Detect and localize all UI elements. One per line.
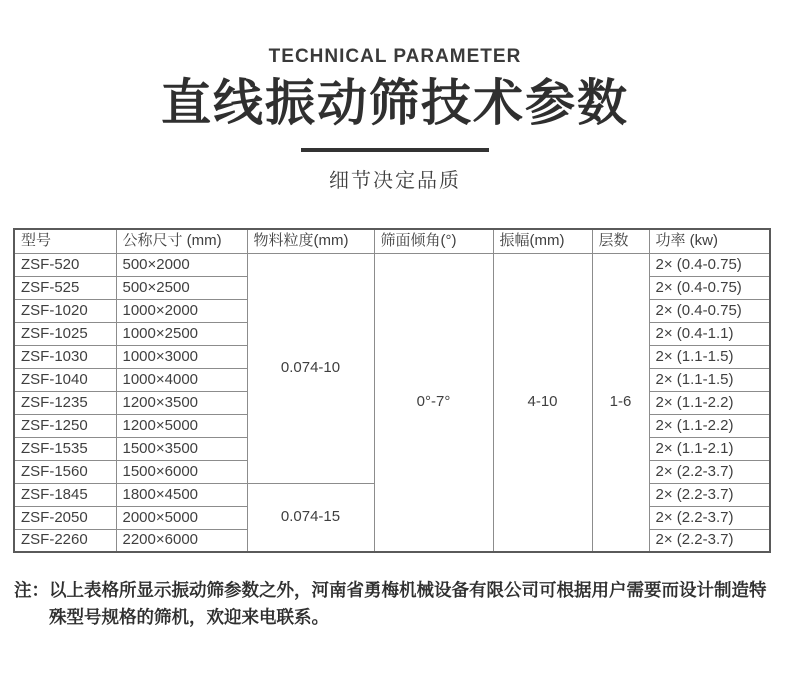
cell-layers-merged: 1-6 <box>592 253 649 552</box>
cell-power: 2× (2.2-3.7) <box>649 529 770 552</box>
cell-size: 1200×3500 <box>116 391 247 414</box>
cell-incline-merged: 0°-7° <box>374 253 493 552</box>
table-header-row <box>14 229 770 253</box>
cell-model: ZSF-1235 <box>14 391 116 414</box>
cell-model: ZSF-520 <box>14 253 116 276</box>
table-row <box>14 253 770 276</box>
col-header-model: 型号 <box>14 229 116 253</box>
cell-model: ZSF-1020 <box>14 299 116 322</box>
cell-size: 1000×3000 <box>116 345 247 368</box>
cell-power: 2× (0.4-0.75) <box>649 253 770 276</box>
cell-model: ZSF-1250 <box>14 414 116 437</box>
cell-power: 2× (1.1-2.2) <box>649 414 770 437</box>
cell-size: 1000×4000 <box>116 368 247 391</box>
col-header-particle-size: 物料粒度(mm) <box>247 229 374 253</box>
cell-particle-size-merged: 0.074-15 <box>247 483 374 552</box>
page-header <box>0 0 790 192</box>
cell-power: 2× (1.1-2.2) <box>649 391 770 414</box>
cell-particle-size-merged: 0.074-10 <box>247 253 374 483</box>
cell-model: ZSF-2260 <box>14 529 116 552</box>
title-divider <box>301 148 489 152</box>
cell-size: 1000×2000 <box>116 299 247 322</box>
page-title: 直线振动筛技术参数 <box>161 75 629 131</box>
cell-model: ZSF-1560 <box>14 460 116 483</box>
cell-power: 2× (2.2-3.7) <box>649 483 770 506</box>
col-header-incline: 筛面倾角(°) <box>374 229 493 253</box>
cell-model: ZSF-525 <box>14 276 116 299</box>
cell-model: ZSF-1030 <box>14 345 116 368</box>
footnote-text: 以上表格所显示振动筛参数之外，河南省勇梅机械设备有限公司可根据用户需要而设计制造特殊型号规格的筛机，欢迎来电联系。 <box>49 580 767 627</box>
cell-size: 500×2500 <box>116 276 247 299</box>
cell-size: 1200×5000 <box>116 414 247 437</box>
cell-power: 2× (0.4-0.75) <box>649 276 770 299</box>
footnote <box>14 577 776 631</box>
col-header-nominal-size: 公称尺寸 (mm) <box>116 229 247 253</box>
cell-power: 2× (2.2-3.7) <box>649 460 770 483</box>
cell-model: ZSF-1025 <box>14 322 116 345</box>
cell-size: 500×2000 <box>116 253 247 276</box>
cell-amplitude-merged: 4-10 <box>493 253 592 552</box>
cell-power: 2× (1.1-2.1) <box>649 437 770 460</box>
cell-model: ZSF-2050 <box>14 506 116 529</box>
cell-power: 2× (2.2-3.7) <box>649 506 770 529</box>
cell-model: ZSF-1040 <box>14 368 116 391</box>
cell-size: 1000×2500 <box>116 322 247 345</box>
section-eyebrow: TECHNICAL PARAMETER <box>268 46 522 67</box>
col-header-layers: 层数 <box>592 229 649 253</box>
cell-size: 1800×4500 <box>116 483 247 506</box>
page-subtitle: 细节决定品质 <box>329 170 461 192</box>
cell-size: 2000×5000 <box>116 506 247 529</box>
cell-power: 2× (1.1-1.5) <box>649 345 770 368</box>
cell-power: 2× (0.4-1.1) <box>649 322 770 345</box>
col-header-amplitude: 振幅(mm) <box>493 229 592 253</box>
cell-power: 2× (0.4-0.75) <box>649 299 770 322</box>
cell-size: 1500×6000 <box>116 460 247 483</box>
cell-power: 2× (1.1-1.5) <box>649 368 770 391</box>
cell-size: 1500×3500 <box>116 437 247 460</box>
cell-size: 2200×6000 <box>116 529 247 552</box>
footnote-label: 注： <box>14 580 49 600</box>
cell-model: ZSF-1535 <box>14 437 116 460</box>
spec-table <box>13 228 771 553</box>
col-header-power: 功率 (kw) <box>649 229 770 253</box>
cell-model: ZSF-1845 <box>14 483 116 506</box>
